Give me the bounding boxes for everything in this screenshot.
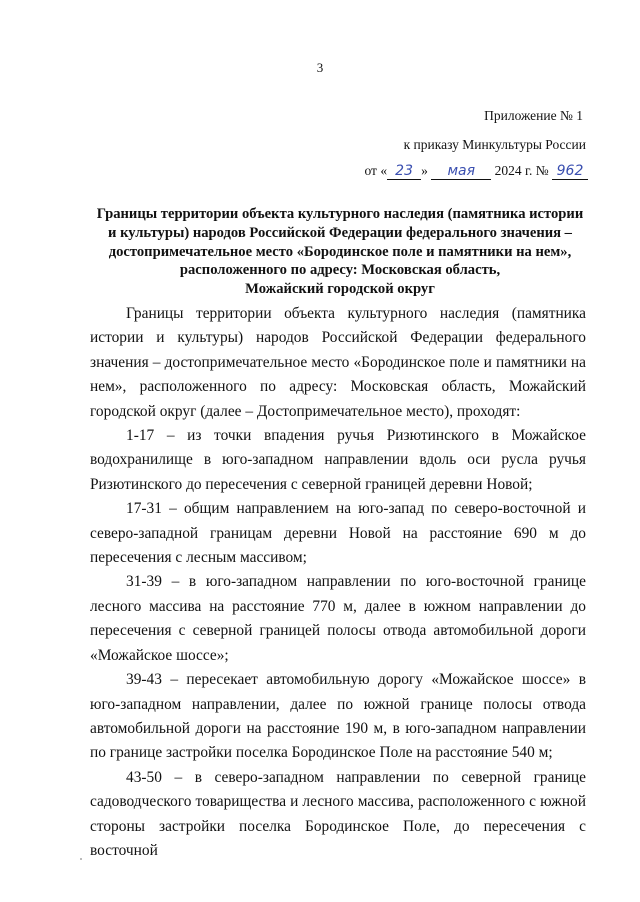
date-year: 2024 г. № [494, 163, 549, 178]
annex-order-reference: к приказу Минкультуры России [403, 137, 586, 152]
paragraph-segment-17-31: 17-31 – общим направлением на юго-запад по северо-восточной и северо-западной границам деревни Новой на расстояние 690 м до пересечения с лесным массивом; [90, 500, 586, 567]
title-line-3: достопримечательное место «Бородинское поле и памятники на нем», [108, 243, 572, 260]
paragraph-segment-1-17: 1-17 – из точки впадения ручья Ризютинского в Можайское водохранилище в юго-западном направлении вдоль оси русла ручья Ризютинского до пересечения с северной границей деревни Новой; [90, 427, 586, 493]
annex-title: Приложение № 1 [484, 108, 583, 123]
order-number-field [552, 163, 588, 180]
paragraph-segment-31-39: 31-39 – в юго-западном направлении по юго-восточной границе лесного массива на расстояние 770 м, далее в южном направлении до пересечения с северной границей полосы отвода автомобильной дороги «Можайское шоссе»; [90, 573, 586, 664]
order-number-handwritten: 962 [556, 163, 584, 179]
date-month-handwritten: мая [447, 163, 475, 179]
paragraph-segment-43-50: 43-50 – в северо-западном направлении по северной границе садоводческого товарищества и лесного массива, расположенного с южной стороны застройки поселка Бородинское Поле, до пересечения с восточной [90, 768, 586, 859]
page-number: 3 [316, 60, 324, 75]
date-quote-close: » [421, 163, 428, 178]
document-title [80, 205, 600, 299]
annex-date-line [364, 163, 588, 180]
title-line-2: и культуры) народов Российской Федерации федерального значения – [108, 224, 572, 241]
title-line-5: Можайский городской округ [245, 281, 435, 298]
date-month-field [431, 163, 491, 180]
date-day-field [387, 163, 421, 180]
date-prefix: от « [364, 163, 388, 178]
date-day-handwritten: 23 [395, 163, 413, 179]
paragraph-intro: Границы территории объекта культурного наследия (памятника истории и культуры) народов Российской Федерации федерального значения – достопримечательное место «Бородинское поле и памятники на нем», расположенного по адресу: Московская область, Можайский городской округ (далее – Достопримечательное место), проходят: [90, 305, 586, 420]
document-body [90, 302, 586, 863]
paragraph-segment-39-43: 39-43 – пересекает автомобильную дорогу «Можайское шоссе» в юго-западном направлении, далее по южной границе полосы отвода автомобильной дороги на расстояние 190 м, в юго-западном направлении по границе застройки поселка Бородинское Поле на расстояние 540 м; [90, 671, 586, 762]
title-line-4: расположенного по адресу: Московская область, [179, 262, 501, 279]
scan-dot [80, 858, 82, 860]
title-line-1: Границы территории объекта культурного наследия (памятника истории [96, 206, 584, 222]
